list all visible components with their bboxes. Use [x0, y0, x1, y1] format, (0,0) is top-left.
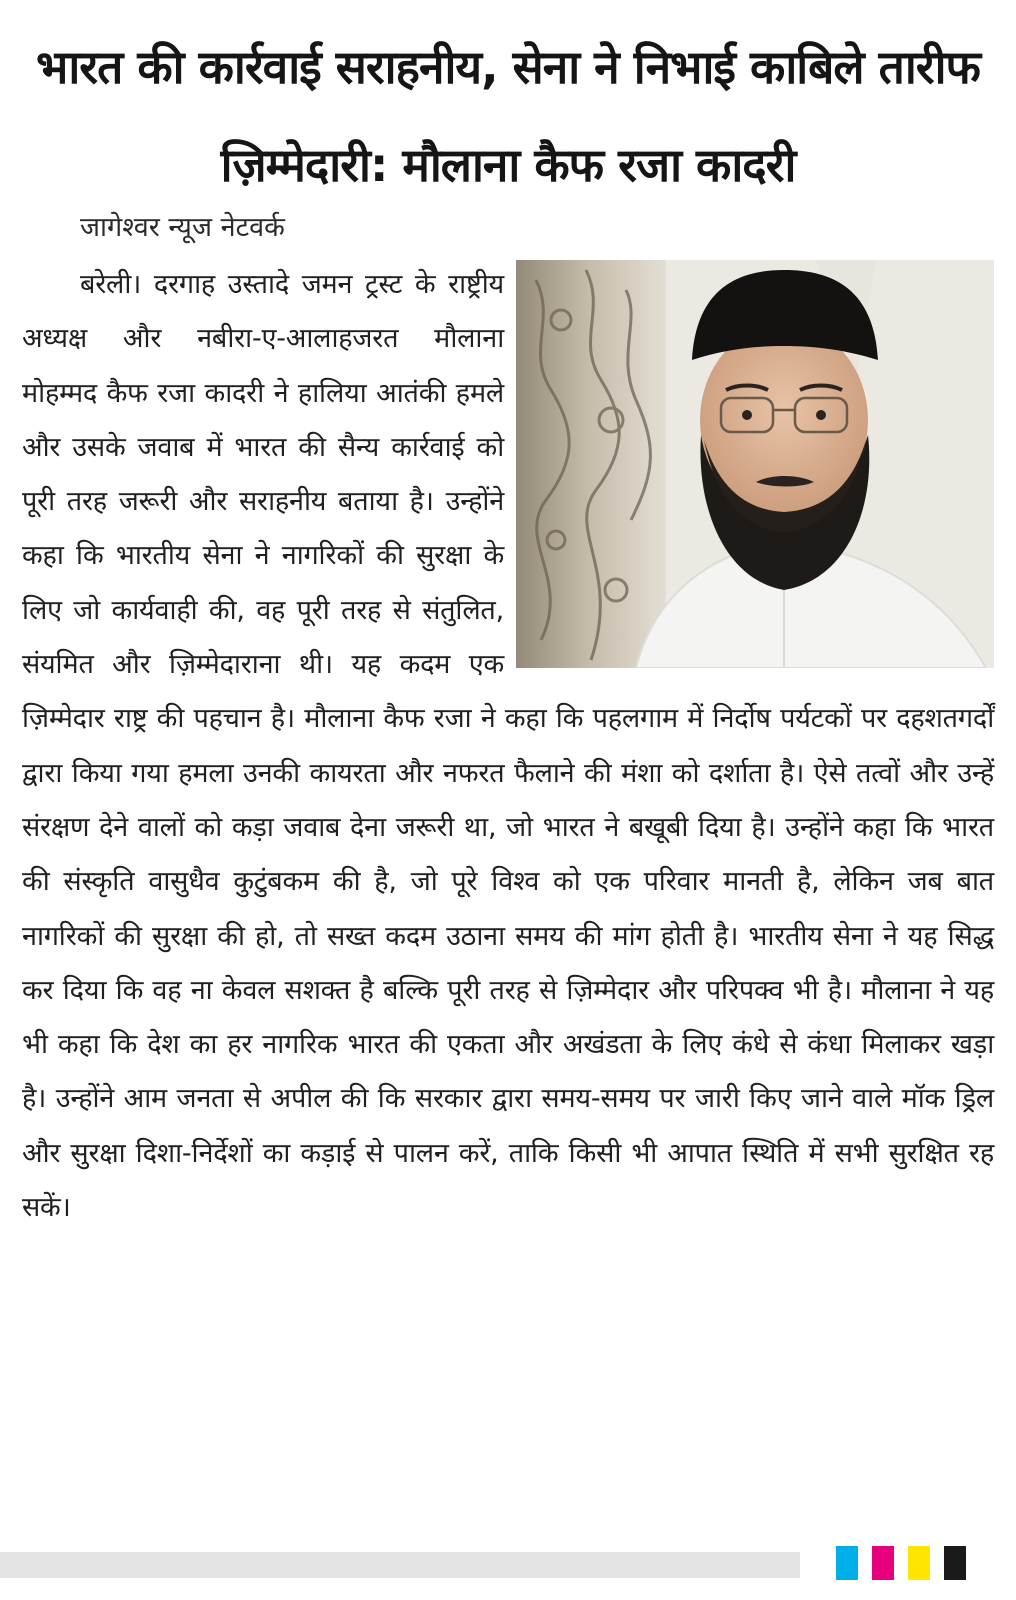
black-registration-mark: [944, 1546, 966, 1580]
portrait-photo-icon: [516, 260, 994, 668]
article-body: [22, 258, 994, 1235]
footer-divider: [0, 1552, 800, 1578]
article-text: बरेली। दरगाह उस्तादे जमन ट्रस्ट के राष्ट्रीय अध्यक्ष और नबीरा-ए-आलाहजरत मौलाना मोहम्मद कैफ रजा कादरी ने हालिया आतंकी हमले और उसके जवाब में भारत की सैन्य कार्रवाई को पूरी तरह जरूरी और सराहनीय बताया है। उन्होंने कहा कि भारतीय सेना ने नागरिकों की सुरक्षा के लिए जो कार्यवाही की, वह पूरी तरह से संतुलित, संयमित और ज़िम्मेदाराना थी। यह कदम एक ज़िम्मेदार राष्ट्र की पहचान है। मौलाना कैफ रजा ने कहा कि पहलगाम में निर्दोष पर्यटकों पर दहशतगर्दों द्वारा किया गया हमला उनकी कायरता और नफरत फैलाने की मंशा को दर्शाता है। ऐसे तत्वों और उन्हें संरक्षण देने वालों को कड़ा जवाब देना जरूरी था, जो भारत ने बखूबी दिया है। उन्होंने कहा कि भारत की संस्कृति वासुधैव कुटुंबकम की है, जो पूरे विश्व को एक परिवार मानती है, लेकिन जब बात नागरिकों की सुरक्षा की हो, तो सख्त कदम उठाना समय की मांग होती है। भारतीय सेना ने यह सिद्ध कर दिया कि वह ना केवल सशक्त है बल्कि पूरी तरह से ज़िम्मेदार और परिपक्व भी है। मौलाना ने यह भी कहा कि देश का हर नागरिक भारत की एकता और अखंडता के लिए कंधे से कंधा मिलाकर खड़ा है। उन्होंने आम जनता से अपील की कि सरकार द्वारा समय-समय पर जारी किए जाने वाले मॉक ड्रिल और सुरक्षा दिशा-निर्देशों का कड़ाई से पालन करें, ताकि किसी भी आपात स्थिति में सभी सुरक्षित रह सकें।: [22, 269, 994, 1224]
yellow-registration-mark: [908, 1546, 930, 1580]
headline: भारत की कार्रवाई सराहनीय, सेना ने निभाई काबिले तारीफ ज़िम्मेदारी: मौलाना कैफ रजा कादरी: [36, 40, 980, 192]
magenta-registration-mark: [872, 1546, 894, 1580]
byline: जागेश्वर न्यूज नेटवर्क: [80, 212, 285, 243]
cyan-registration-mark: [836, 1546, 858, 1580]
portrait-photo: [516, 260, 994, 668]
